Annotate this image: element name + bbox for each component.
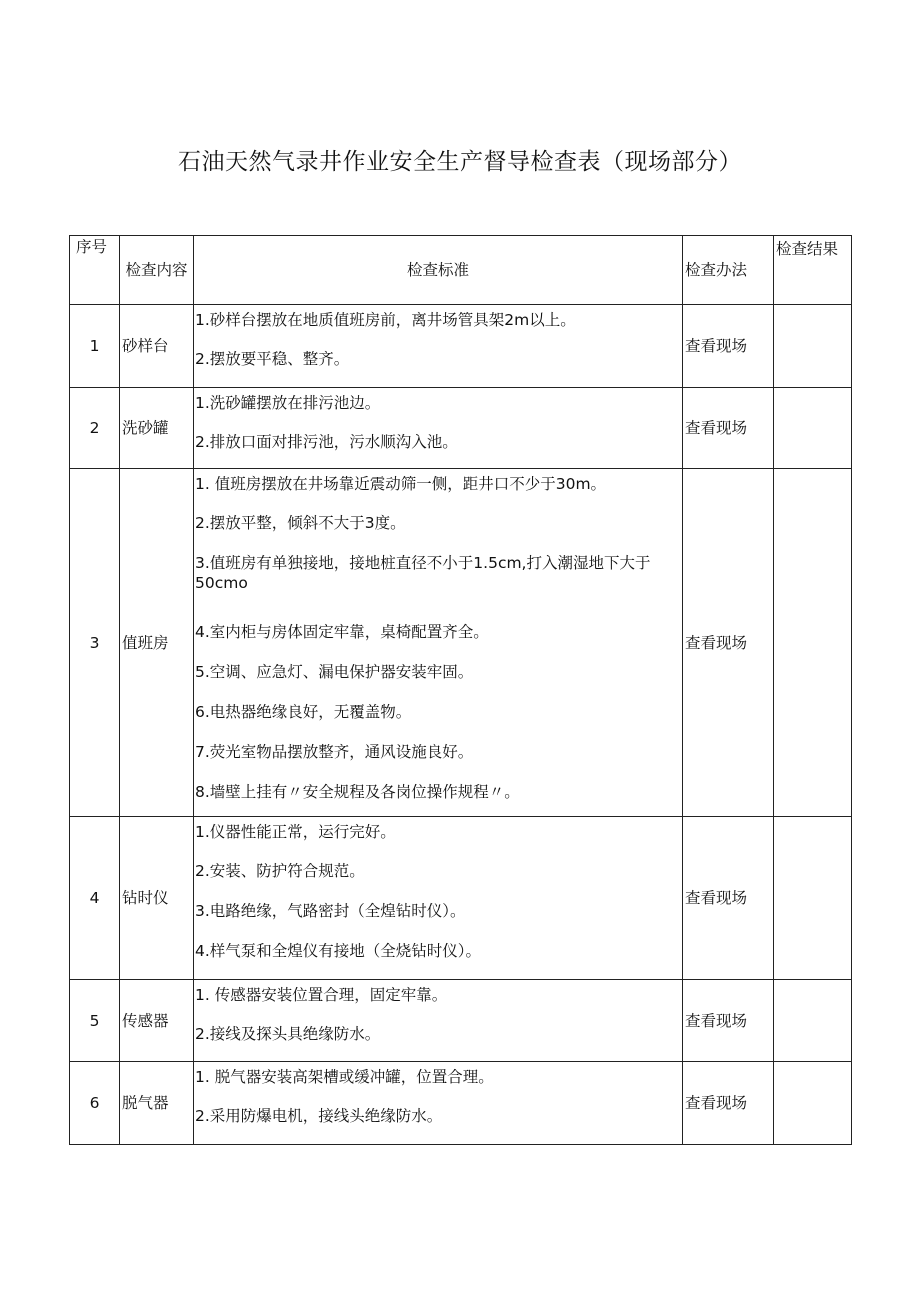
row-result-cell[interactable] (774, 305, 852, 388)
header-row (70, 236, 852, 305)
row-standards (194, 980, 683, 1062)
standard-line: 2.摆放要平稳、整齐。 (195, 350, 350, 368)
row-check-item: 砂样台 (120, 305, 194, 388)
row-result-cell[interactable] (774, 469, 852, 817)
standard-line: 5.空调、应急灯、漏电保护器安装牢固。 (195, 663, 474, 681)
row-result-cell[interactable] (774, 980, 852, 1062)
row-check-item: 脱气器 (120, 1062, 194, 1145)
header-result: 检查结果 (774, 236, 852, 305)
title-prefix: 石油天然气录井作业 (178, 149, 390, 175)
standard-line: 1.洗砂罐摆放在排污池边。 (195, 394, 381, 412)
row-check-item: 洗砂罐 (120, 388, 194, 469)
table-row (70, 388, 852, 469)
table-row (70, 1062, 852, 1145)
standard-line: 3.电路绝缘，气路密封（全煌钻时仪）。 (195, 902, 466, 920)
row-seq: 6 (70, 1062, 120, 1145)
row-seq: 2 (70, 388, 120, 469)
row-result-cell[interactable] (774, 388, 852, 469)
row-standards (194, 1062, 683, 1145)
standard-line: 7.荧光室物品摆放整齐，通风设施良好。 (195, 743, 474, 761)
row-standards (194, 388, 683, 469)
standard-line: 8.墙壁上挂有〃安全规程及各岗位操作规程〃。 (195, 783, 520, 801)
table-row (70, 980, 852, 1062)
standard-line: 2.排放口面对排污池，污水顺沟入池。 (195, 433, 458, 451)
table-row (70, 817, 852, 980)
row-standards (194, 817, 683, 980)
standard-line: 1. 传感器安装位置合理，固定牢靠。 (195, 986, 448, 1004)
header-content: 检查内容 (120, 236, 194, 305)
standard-line: 1. 值班房摆放在井场靠近震动筛一侧，距井口不少于30m。 (195, 475, 607, 493)
row-seq: 3 (70, 469, 120, 817)
standard-line: 4.样气泵和全煌仪有接地（全烧钻时仪）。 (195, 942, 482, 960)
row-seq: 4 (70, 817, 120, 980)
header-standard: 检查标准 (194, 236, 683, 305)
row-check-item: 值班房 (120, 469, 194, 817)
row-method: 查看现场 (683, 1062, 774, 1145)
row-seq: 5 (70, 980, 120, 1062)
standard-line: 1. 脱气器安装高架槽或缓冲罐，位置合理。 (195, 1068, 494, 1086)
table-row (70, 469, 852, 817)
standard-line: 3.值班房有单独接地，接地桩直径不小于1.5cm,打入潮湿地下大于50cmo (195, 554, 651, 592)
standard-line: 6.电热器绝缘良好，无覆盖物。 (195, 703, 412, 721)
row-method: 查看现场 (683, 305, 774, 388)
row-method: 查看现场 (683, 980, 774, 1062)
table-row (70, 305, 852, 388)
row-standards (194, 305, 683, 388)
standard-line: 1.砂样台摆放在地质值班房前，离井场管具架2m以上。 (195, 311, 576, 329)
standard-line: 2.接线及探头具绝缘防水。 (195, 1025, 381, 1043)
row-check-item: 传感器 (120, 980, 194, 1062)
standard-line: 2.采用防爆电机，接线头绝缘防水。 (195, 1107, 443, 1125)
row-standards (194, 469, 683, 817)
row-method: 查看现场 (683, 817, 774, 980)
inspection-table (69, 235, 852, 1145)
standard-line: 4.室内柜与房体固定牢靠，桌椅配置齐全。 (195, 623, 489, 641)
row-result-cell[interactable] (774, 817, 852, 980)
standard-line: 2.安装、防护符合规范。 (195, 862, 365, 880)
standard-line: 2.摆放平整，倾斜不大于3度。 (195, 514, 406, 532)
row-check-item: 钻时仪 (120, 817, 194, 980)
row-seq: 1 (70, 305, 120, 388)
row-method: 查看现场 (683, 469, 774, 817)
header-method: 检查办法 (683, 236, 774, 305)
page-title (0, 143, 920, 176)
row-method: 查看现场 (683, 388, 774, 469)
title-main: 安全生产督导检查表（现场部分） (389, 149, 742, 175)
header-seq: 序号 (70, 236, 120, 305)
standard-line: 1.仪器性能正常，运行完好。 (195, 823, 396, 841)
row-result-cell[interactable] (774, 1062, 852, 1145)
